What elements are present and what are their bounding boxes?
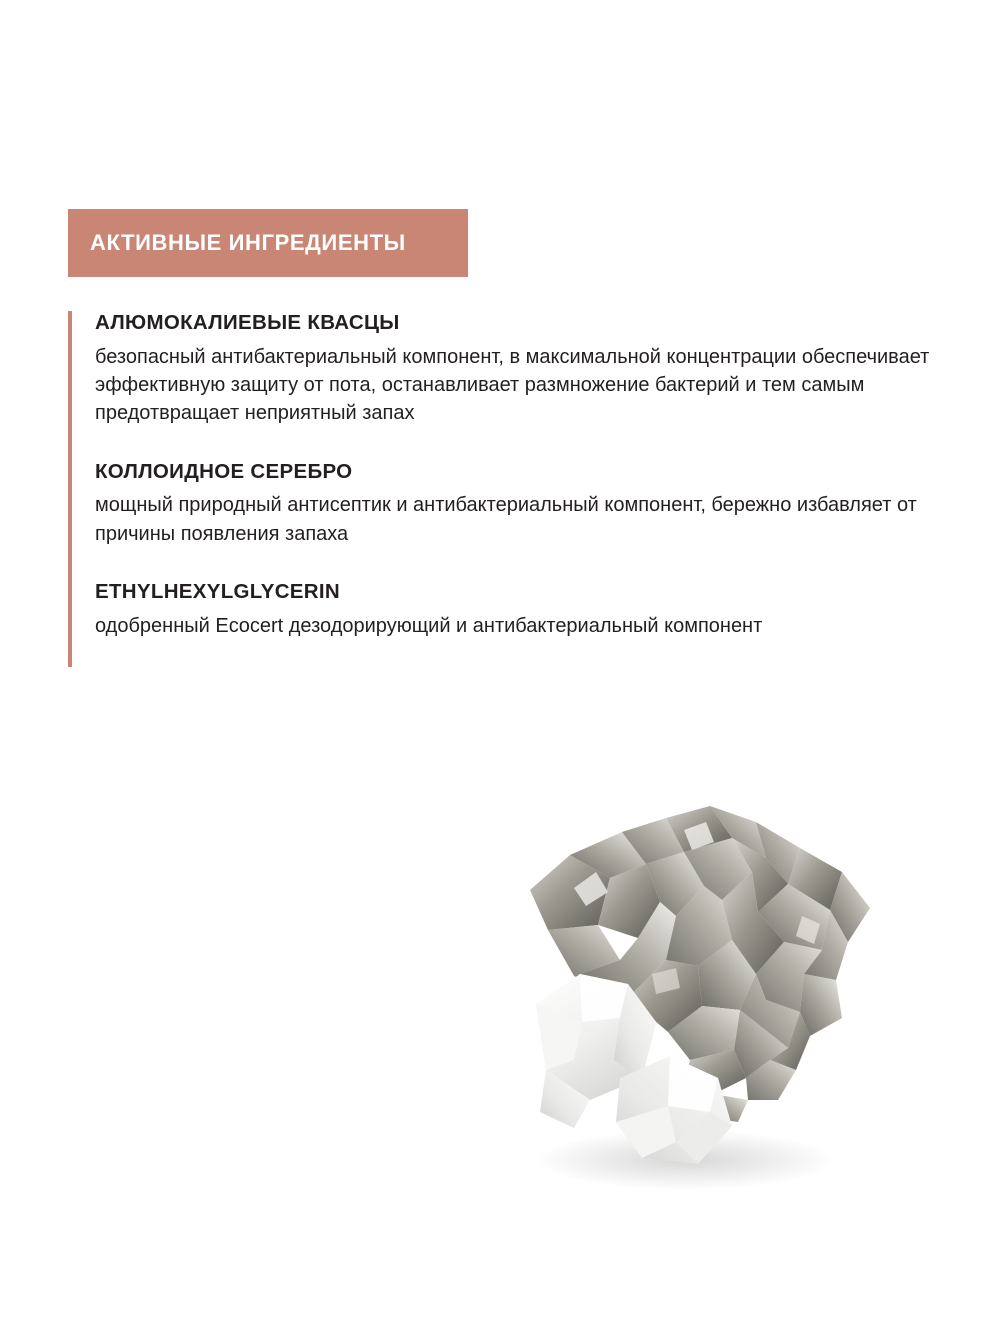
section-banner — [68, 209, 468, 277]
ingredient-name: АЛЮМОКАЛИЕВЫЕ КВАСЦЫ — [95, 311, 400, 334]
ingredient-name: ETHYLHEXYLGLYCERIN — [95, 580, 340, 604]
page-title: АКТИВНЫЕ ИНГРЕДИЕНТЫ — [90, 229, 406, 255]
ingredient-description: безопасный антибактериальный компонент, в максимальной концентрации обеспечивает эффективную защиту от пота, останавливает размножение бактерий и тем самым предотвращает неприятный запах — [95, 345, 930, 425]
ingredient-name: КОЛЛОИДНОЕ СЕРЕБРО — [95, 459, 353, 483]
mineral-crystals-photo — [470, 760, 900, 1200]
accent-rule — [68, 311, 72, 667]
ingredient-description: одобренный Ecocert дезодорирующий и антибактериальный компонент — [95, 614, 763, 637]
ingredients-list — [68, 311, 948, 640]
list-item — [95, 460, 948, 548]
list-item — [95, 311, 948, 428]
list-item — [95, 580, 948, 640]
ingredient-description: мощный природный антисептик и антибактериальный компонент, бережно избавляет от причины появления запаха — [95, 494, 917, 545]
